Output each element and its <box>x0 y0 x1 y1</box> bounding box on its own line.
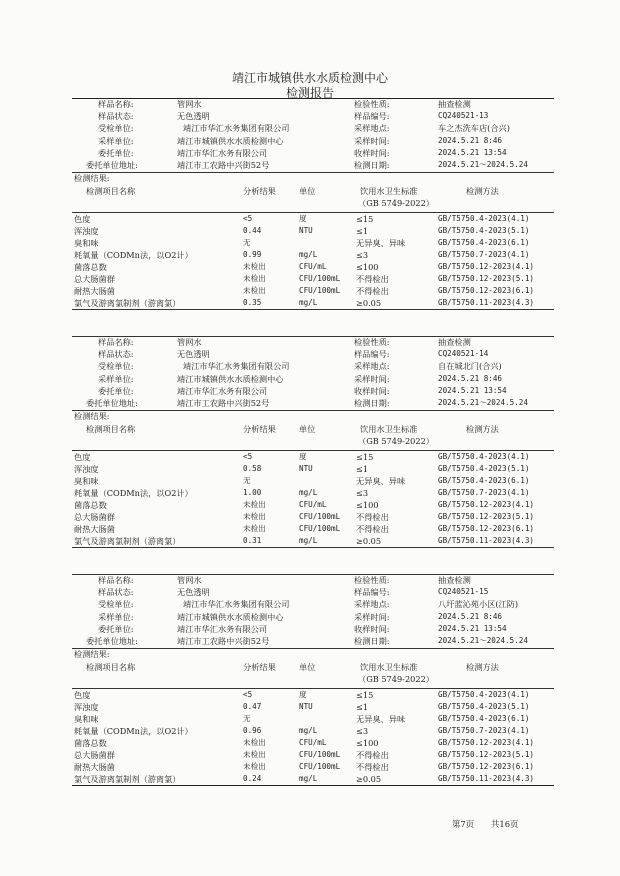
item-result: 0.44 <box>243 226 262 236</box>
field-site: 自在城北门(合兴) <box>438 361 502 372</box>
item-method: GB/T5750.4-2023(6.1) <box>438 714 530 723</box>
report-title: 检测报告 <box>285 86 334 100</box>
label-commissioner-addr: 委托单位地址: <box>86 398 138 408</box>
field-sampler: 靖江市城镇供水水质检测中心 <box>177 135 284 146</box>
field-sample-no: CQ240521-15 <box>438 587 489 597</box>
label-sample-time: 采样时间: <box>354 611 390 622</box>
item-standard: 无异臭、异味 <box>356 476 406 486</box>
field-test-date: 2024.5.21～2024.5.24 <box>438 398 528 407</box>
item-result: 无 <box>243 238 251 247</box>
item-standard: ≤15 <box>356 452 374 463</box>
field-nature: 抽查检测 <box>438 575 471 585</box>
label-receive-time: 收样时间: <box>354 623 390 634</box>
item-name: 耗氧量（CODMn法，以O2计） <box>74 249 193 260</box>
item-name: 氯气及游离氯制剂（游离氯） <box>74 773 181 784</box>
item-result: 未检出 <box>243 273 266 283</box>
field-test-date: 2024.5.21～2024.5.24 <box>438 160 528 169</box>
results-label: 检测结果: <box>74 649 110 660</box>
item-method: GB/T5750.4-2023(5.1) <box>438 702 530 712</box>
item-standard: ≥0.05 <box>356 297 382 308</box>
item-unit: mg/L <box>299 249 318 259</box>
item-standard: ≤3 <box>356 249 369 260</box>
item-name: 色度 <box>74 452 91 463</box>
field-client: 靖江市华汇水务集团有限公司 <box>183 599 290 610</box>
field-status: 无色透明 <box>177 349 210 360</box>
label-sample-no: 样品编号: <box>354 587 390 598</box>
item-name: 浑浊度 <box>74 464 99 475</box>
item-method: GB/T5750.11-2023(4.3) <box>438 297 535 307</box>
item-unit: mg/L <box>299 297 318 307</box>
col-header-unit: 单位 <box>299 424 316 435</box>
item-standard: 不得检出 <box>356 749 389 760</box>
item-standard: ≤100 <box>356 261 379 272</box>
item-standard: 不得检出 <box>356 761 389 772</box>
item-result: 未检出 <box>243 523 266 533</box>
item-result: 0.24 <box>243 773 262 783</box>
label-sample-no: 样品编号: <box>354 349 390 360</box>
divider <box>72 98 554 99</box>
item-result: 无 <box>243 476 251 485</box>
field-commissioner: 靖江市华汇水务有限公司 <box>177 385 268 396</box>
results-label: 检测结果: <box>74 173 110 184</box>
page-number: 第7页 <box>452 819 475 829</box>
item-name: 氯气及游离氯制剂（游离氯） <box>74 297 181 308</box>
page-total: 共16页 <box>491 819 519 829</box>
item-result: 0.47 <box>243 702 262 712</box>
item-result: 未检出 <box>243 499 266 509</box>
item-result: 未检出 <box>243 285 266 295</box>
item-method: GB/T5750.12-2023(5.1) <box>438 511 535 521</box>
col-header-method: 检测方法 <box>466 424 499 435</box>
item-name: 臭和味 <box>74 238 99 248</box>
item-unit: mg/L <box>299 773 318 783</box>
col-header-unit: 单位 <box>299 662 316 673</box>
field-sample-time: 2024.5.21 8:46 <box>438 135 503 145</box>
item-method: GB/T5750.12-2023(5.1) <box>438 749 535 759</box>
label-sample-status: 样品状态: <box>98 349 134 360</box>
label-sampler: 采样单位: <box>98 611 134 622</box>
col-header-standard-ref: （GB 5749-2022） <box>358 198 434 209</box>
divider <box>72 688 554 689</box>
item-unit: CFU/100mL <box>299 285 341 295</box>
label-sample-time: 采样时间: <box>354 135 390 146</box>
field-status: 无色透明 <box>177 111 210 122</box>
item-name: 总大肠菌群 <box>74 511 115 522</box>
item-name: 耐热大肠菌 <box>74 285 115 296</box>
item-result: <5 <box>243 690 253 700</box>
item-standard: 无异臭、异味 <box>356 238 406 248</box>
field-sample-time: 2024.5.21 8:46 <box>438 373 503 383</box>
col-header-standard-ref: （GB 5749-2022） <box>358 436 434 447</box>
item-result: 0.99 <box>243 249 262 259</box>
label-test-date: 检测日期: <box>354 398 390 408</box>
field-receive-time: 2024.5.21 13:54 <box>438 623 507 633</box>
item-method: GB/T5750.4-2023(4.1) <box>438 690 530 700</box>
item-standard: ≤100 <box>356 499 379 510</box>
item-result: 0.96 <box>243 725 262 735</box>
field-sampler: 靖江市城镇供水水质检测中心 <box>177 373 284 384</box>
item-result: 未检出 <box>243 511 266 521</box>
item-unit: 度 <box>299 452 307 462</box>
item-method: GB/T5750.4-2023(5.1) <box>438 226 530 236</box>
item-standard: ≤1 <box>356 464 369 475</box>
field-receive-time: 2024.5.21 13:54 <box>438 147 507 157</box>
label-commissioner-addr: 委托单位地址: <box>86 160 138 170</box>
label-commissioner: 委托单位: <box>98 623 134 634</box>
item-result: 未检出 <box>243 737 266 747</box>
item-name: 总大肠菌群 <box>74 749 115 760</box>
item-name: 色度 <box>74 690 91 701</box>
item-method: GB/T5750.4-2023(4.1) <box>438 452 530 462</box>
item-method: GB/T5750.12-2023(4.1) <box>438 261 535 271</box>
label-commissioner: 委托单位: <box>98 147 134 158</box>
field-name: 管网水 <box>177 337 202 347</box>
col-header-item: 检测项目名称 <box>86 662 136 673</box>
field-commissioner-addr: 靖江市工农路中兴街52号 <box>177 398 270 408</box>
field-commissioner: 靖江市华汇水务有限公司 <box>177 147 268 158</box>
label-sample-name: 样品名称: <box>98 337 134 347</box>
label-sampler: 采样单位: <box>98 373 134 384</box>
item-standard: ≤15 <box>356 214 374 225</box>
item-standard: ≤3 <box>356 487 369 498</box>
label-sample-site: 采样地点: <box>354 599 390 610</box>
item-unit: CFU/100mL <box>299 523 341 533</box>
field-commissioner: 靖江市华汇水务有限公司 <box>177 623 268 634</box>
item-name: 氯气及游离氯制剂（游离氯） <box>74 535 181 546</box>
item-unit: CFU/100mL <box>299 761 341 771</box>
item-standard: ≤1 <box>356 702 369 713</box>
item-method: GB/T5750.7-2023(4.1) <box>438 487 530 497</box>
item-standard: ≤1 <box>356 226 369 237</box>
item-result: 0.31 <box>243 535 262 545</box>
field-nature: 抽查检测 <box>438 99 471 109</box>
col-header-result: 分析结果 <box>243 662 276 673</box>
item-result: 未检出 <box>243 761 266 771</box>
item-method: GB/T5750.4-2023(6.1) <box>438 238 530 247</box>
item-result: 1.00 <box>243 487 262 497</box>
item-method: GB/T5750.7-2023(4.1) <box>438 725 530 735</box>
field-commissioner-addr: 靖江市工农路中兴街52号 <box>177 636 270 646</box>
item-standard: ≥0.05 <box>356 535 382 546</box>
item-standard: 不得检出 <box>356 511 389 522</box>
item-result: 未检出 <box>243 261 266 271</box>
item-name: 菌落总数 <box>74 261 107 272</box>
item-standard: 不得检出 <box>356 523 389 534</box>
item-method: GB/T5750.11-2023(4.3) <box>438 773 535 783</box>
field-site: 八圩蓝沁苑小区(江防) <box>438 599 519 610</box>
item-unit: CFU/100mL <box>299 273 341 283</box>
label-sample-site: 采样地点: <box>354 123 390 134</box>
item-method: GB/T5750.11-2023(4.3) <box>438 535 535 545</box>
item-unit: CFU/100mL <box>299 511 341 521</box>
divider <box>72 410 554 411</box>
label-sample-site: 采样地点: <box>354 361 390 372</box>
divider <box>72 785 554 786</box>
item-method: GB/T5750.12-2023(4.1) <box>438 499 535 509</box>
col-header-item: 检测项目名称 <box>86 186 136 197</box>
org-name: 靖江市城镇供水水质检测中心 <box>231 71 388 85</box>
item-result: 无 <box>243 714 251 723</box>
item-unit: mg/L <box>299 535 318 545</box>
item-standard: ≤3 <box>356 725 369 736</box>
col-header-item: 检测项目名称 <box>86 424 136 435</box>
item-method: GB/T5750.4-2023(6.1) <box>438 476 530 485</box>
label-sample-status: 样品状态: <box>98 111 134 122</box>
label-commissioner-addr: 委托单位地址: <box>86 636 138 646</box>
item-name: 耗氧量（CODMn法，以O2计） <box>74 725 193 736</box>
item-name: 总大肠菌群 <box>74 273 115 284</box>
label-client: 受检单位: <box>98 123 134 134</box>
col-header-standard: 饮用水卫生标准 <box>360 186 418 197</box>
col-header-standard: 饮用水卫生标准 <box>360 662 418 673</box>
item-unit: 度 <box>299 214 307 224</box>
item-unit: NTU <box>299 464 313 474</box>
item-name: 菌落总数 <box>74 499 107 510</box>
item-method: GB/T5750.4-2023(5.1) <box>438 464 530 474</box>
field-client: 靖江市华汇水务集团有限公司 <box>183 361 290 372</box>
label-commissioner: 委托单位: <box>98 385 134 396</box>
item-name: 菌落总数 <box>74 737 107 748</box>
divider <box>72 309 554 310</box>
field-name: 管网水 <box>177 575 202 585</box>
label-test-date: 检测日期: <box>354 160 390 170</box>
item-standard: ≥0.05 <box>356 773 382 784</box>
label-client: 受检单位: <box>98 361 134 372</box>
label-sample-status: 样品状态: <box>98 587 134 598</box>
item-result: 0.58 <box>243 464 262 474</box>
col-header-standard-ref: （GB 5749-2022） <box>358 674 434 685</box>
item-unit: 度 <box>299 690 307 700</box>
label-sample-name: 样品名称: <box>98 575 134 585</box>
item-standard: 不得检出 <box>356 285 389 296</box>
label-client: 受检单位: <box>98 599 134 610</box>
field-sampler: 靖江市城镇供水水质检测中心 <box>177 611 284 622</box>
field-test-date: 2024.5.21～2024.5.24 <box>438 636 528 645</box>
divider <box>72 450 554 451</box>
label-test-date: 检测日期: <box>354 636 390 646</box>
item-name: 色度 <box>74 214 91 225</box>
item-name: 浑浊度 <box>74 702 99 713</box>
col-header-standard: 饮用水卫生标准 <box>360 424 418 435</box>
field-nature: 抽查检测 <box>438 337 471 347</box>
field-sample-no: CQ240521-13 <box>438 111 489 121</box>
col-header-result: 分析结果 <box>243 424 276 435</box>
field-client: 靖江市华汇水务集团有限公司 <box>183 123 290 134</box>
item-standard: 无异臭、异味 <box>356 714 406 724</box>
item-method: GB/T5750.7-2023(4.1) <box>438 249 530 259</box>
item-unit: NTU <box>299 226 313 236</box>
divider <box>72 336 554 337</box>
label-inspect-nature: 检验性质: <box>354 99 390 109</box>
item-method: GB/T5750.12-2023(6.1) <box>438 523 535 533</box>
item-name: 耗氧量（CODMn法，以O2计） <box>74 487 193 498</box>
divider <box>72 574 554 575</box>
item-method: GB/T5750.12-2023(5.1) <box>438 273 535 283</box>
item-standard: ≤15 <box>356 690 374 701</box>
item-result: 0.35 <box>243 297 262 307</box>
item-method: GB/T5750.12-2023(4.1) <box>438 737 535 747</box>
field-sample-no: CQ240521-14 <box>438 349 489 359</box>
divider <box>72 547 554 548</box>
field-name: 管网水 <box>177 99 202 109</box>
item-name: 耐热大肠菌 <box>74 523 115 534</box>
field-site: 车之杰洗车店(合兴) <box>438 123 510 134</box>
item-result: <5 <box>243 214 253 224</box>
item-unit: CFU/100mL <box>299 749 341 759</box>
results-label: 检测结果: <box>74 411 110 422</box>
label-sample-name: 样品名称: <box>98 99 134 109</box>
item-name: 浑浊度 <box>74 226 99 237</box>
label-inspect-nature: 检验性质: <box>354 337 390 347</box>
field-receive-time: 2024.5.21 13:54 <box>438 385 507 395</box>
field-commissioner-addr: 靖江市工农路中兴街52号 <box>177 160 270 170</box>
col-header-method: 检测方法 <box>466 186 499 197</box>
item-result: 未检出 <box>243 749 266 759</box>
item-standard: 不得检出 <box>356 273 389 284</box>
col-header-unit: 单位 <box>299 186 316 197</box>
label-sample-time: 采样时间: <box>354 373 390 384</box>
field-status: 无色透明 <box>177 587 210 598</box>
divider <box>72 648 554 649</box>
item-result: <5 <box>243 452 253 462</box>
item-unit: CFU/mL <box>299 737 327 747</box>
item-unit: NTU <box>299 702 313 712</box>
label-sample-no: 样品编号: <box>354 111 390 122</box>
label-receive-time: 收样时间: <box>354 147 390 158</box>
divider <box>72 212 554 213</box>
label-sampler: 采样单位: <box>98 135 134 146</box>
item-unit: mg/L <box>299 725 318 735</box>
label-inspect-nature: 检验性质: <box>354 575 390 585</box>
field-sample-time: 2024.5.21 8:46 <box>438 611 503 621</box>
item-unit: CFU/mL <box>299 261 327 271</box>
item-method: GB/T5750.4-2023(4.1) <box>438 214 530 224</box>
col-header-method: 检测方法 <box>466 662 499 673</box>
item-method: GB/T5750.12-2023(6.1) <box>438 761 535 771</box>
label-receive-time: 收样时间: <box>354 385 390 396</box>
item-method: GB/T5750.12-2023(6.1) <box>438 285 535 295</box>
item-unit: mg/L <box>299 487 318 497</box>
col-header-result: 分析结果 <box>243 186 276 197</box>
item-name: 臭和味 <box>74 714 99 724</box>
item-name: 臭和味 <box>74 476 99 486</box>
item-standard: ≤100 <box>356 737 379 748</box>
item-name: 耐热大肠菌 <box>74 761 115 772</box>
divider <box>72 172 554 173</box>
item-unit: CFU/mL <box>299 499 327 509</box>
